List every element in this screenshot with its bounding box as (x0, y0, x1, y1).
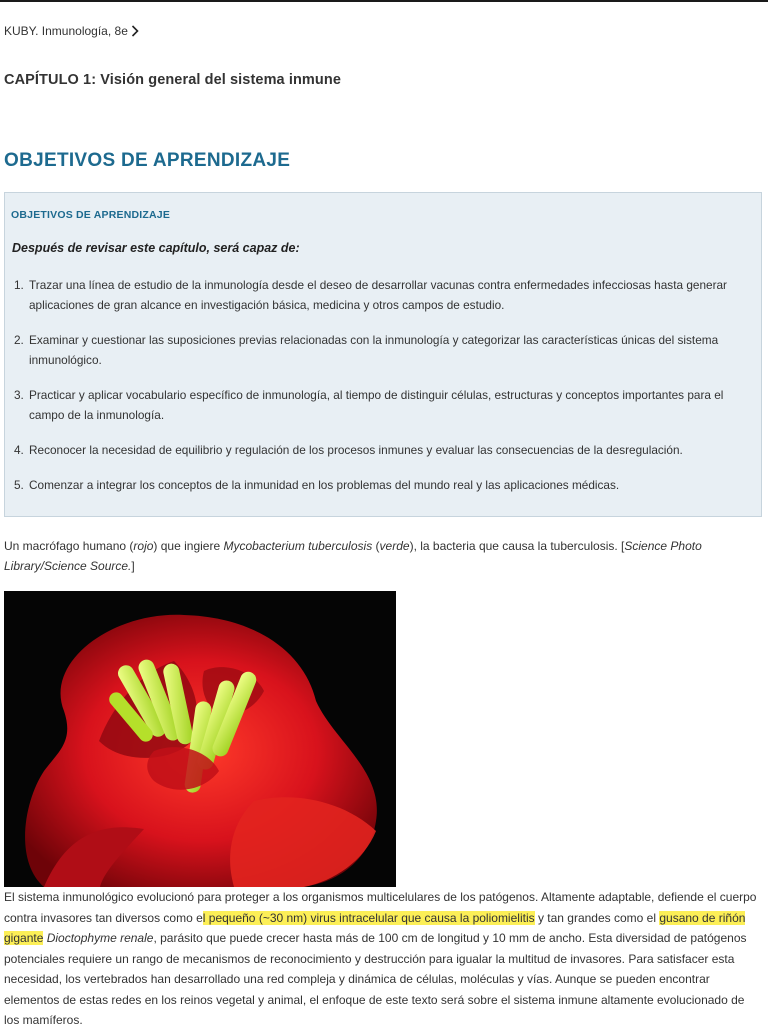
chevron-right-icon[interactable] (131, 25, 139, 37)
highlight[interactable]: gusano de riñón gigante (4, 910, 746, 945)
objective-number: 5. (14, 478, 24, 492)
objectives-list (11, 275, 756, 495)
caption-italic: verde (379, 539, 410, 553)
objective-item (11, 385, 756, 440)
macrophage-micrograph (4, 591, 396, 887)
breadcrumb-book-link[interactable]: KUBY. Inmunología, 8e (4, 24, 128, 38)
body-paragraph (4, 887, 762, 1031)
objective-item (11, 475, 756, 495)
objective-text: Examinar y cuestionar las suposiciones previas relacionadas con la inmunología y categorizar las características únicas del sistema inmunológico. (29, 333, 719, 367)
objectives-box-title: OBJETIVOS DE APRENDIZAJE (11, 209, 171, 221)
objective-item (11, 275, 756, 330)
objective-number: 3. (14, 388, 24, 402)
caption-text: ] (131, 559, 135, 573)
chapter-title: CAPÍTULO 1: Visión general del sistema inmune (4, 72, 342, 88)
objective-text: Comenzar a integrar los conceptos de la inmunidad en los problemas del mundo real y las aplicaciones médicas. (29, 478, 620, 492)
objective-number: 1. (14, 278, 24, 292)
top-divider (0, 0, 768, 2)
objective-text: Reconocer la necesidad de equilibrio y regulación de los procesos inmunes y evaluar las consecuencias de la desregulación. (29, 443, 683, 457)
highlight[interactable]: l pequeño (~30 nm) virus intracelular que causa la poliomielitis (202, 910, 535, 925)
body-text: El sistema inmunológico evolucionó para proteger a los organismos multicelulares de los patógenos. Altamente adaptable, defiende el cuerpo contra invasores tan diversos como e (4, 890, 757, 925)
objective-text: Trazar una línea de estudio de la inmunología desde el deseo de desarrollar vacunas contra enfermedades infecciosas hasta generar aplicaciones de gran alcance en investigación básica, medicina y otros campos de estudio. (29, 278, 727, 312)
figure-caption (4, 536, 756, 576)
caption-italic: rojo (133, 539, 154, 553)
caption-text: ), la bacteria que causa la tuberculosis. [ (409, 539, 625, 553)
caption-organism: Mycobacterium tuberculosis (223, 539, 373, 553)
caption-credit: Science Photo Library/Science Source. (4, 539, 702, 573)
section-heading: OBJETIVOS DE APRENDIZAJE (4, 150, 291, 171)
objective-item (11, 440, 756, 475)
breadcrumb[interactable] (4, 24, 139, 38)
caption-text: ) que ingiere (153, 539, 224, 553)
objective-item (11, 330, 756, 385)
species-name: Dioctophyme renale (46, 931, 154, 945)
body-text: y tan grandes como el (534, 910, 660, 925)
objective-number: 2. (14, 333, 24, 347)
caption-text: Un macrófago humano ( (4, 539, 134, 553)
caption-text: ( (372, 539, 380, 553)
learning-objectives-box (4, 192, 762, 517)
objectives-intro: Después de revisar este capítulo, será capaz de: (12, 241, 300, 255)
objective-number: 4. (14, 443, 24, 457)
objective-text: Practicar y aplicar vocabulario específico de inmunología, al tiempo de distinguir células, estructuras y conceptos importantes para el campo de la inmunología. (29, 388, 724, 422)
body-text: , parásito que puede crecer hasta más de 100 cm de longitud y 10 mm de ancho. Esta diversidad de patógenos potenciales requiere un rango de mecanismos de reconocimiento y destrucción para igualar la multitud de invasores. Para satisfacer esta necesidad, los vertebrados han desarrollado una red compleja y dinámica de células, moléculas y vías. Aunque se pueden encontrar elementos de estas redes en los reinos vegetal y animal, el enfoque de este texto será sobre el sistema inmune altamente evolucionado de los mamíferos. (4, 931, 747, 1027)
